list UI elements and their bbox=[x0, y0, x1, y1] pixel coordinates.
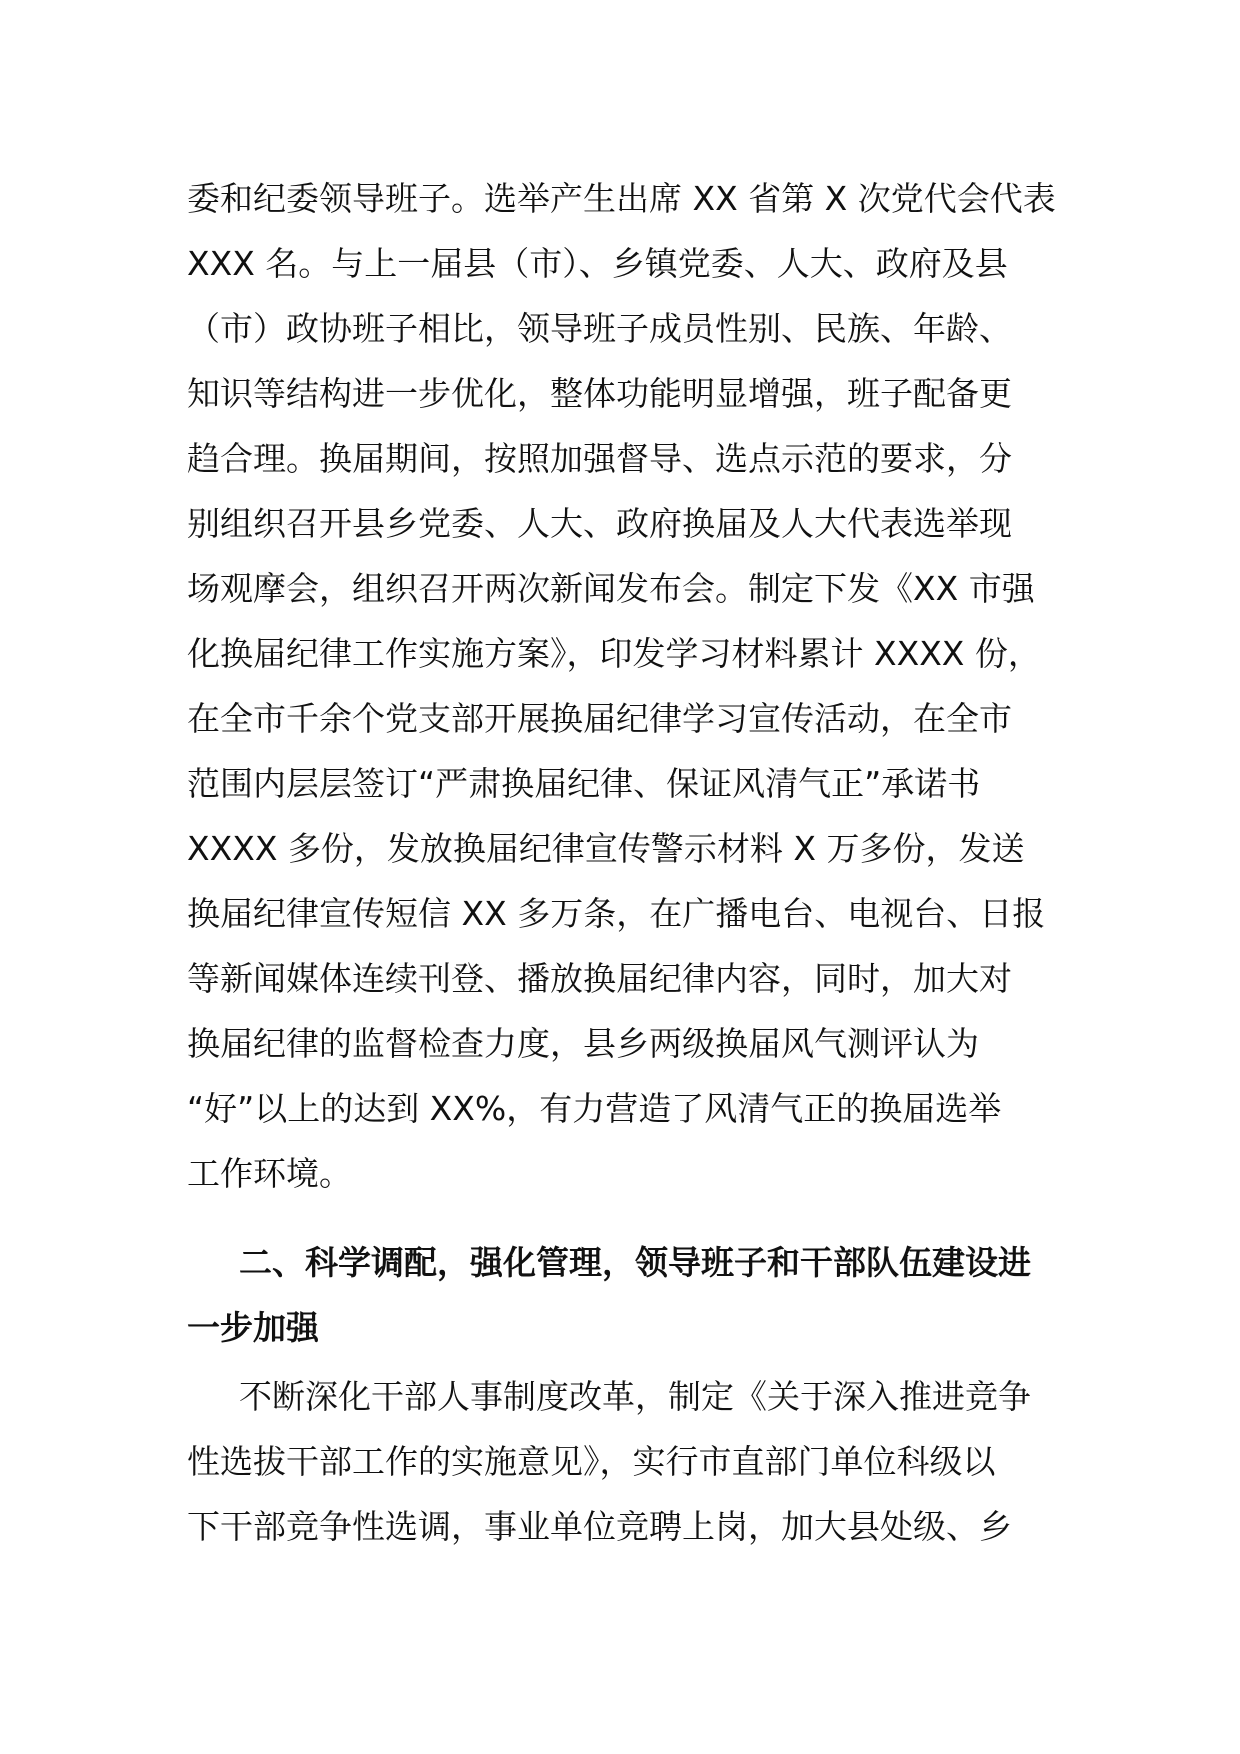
text-line: 换届纪律的监督检查力度，县乡两级换届风气测评认为 bbox=[187, 1024, 979, 1063]
text-line: XXXX 多份，发放换届纪律宣传警示材料 X 万多份，发送 bbox=[187, 829, 1025, 868]
text-line: 工作环境。 bbox=[187, 1154, 352, 1193]
text-line: 等新闻媒体连续刊登、播放换届纪律内容，同时，加大对 bbox=[187, 959, 1012, 998]
text-line: 范围内层层签订“严肃换届纪律、保证风清气正”承诺书 bbox=[187, 764, 981, 803]
paragraph-2 bbox=[187, 1364, 1067, 1559]
text-line: 场观摩会，组织召开两次新闻发布会。制定下发《XX 市强 bbox=[187, 569, 1035, 608]
text-line: 别组织召开县乡党委、人大、政府换届及人大代表选举现 bbox=[187, 504, 1012, 543]
text-line: 在全市千余个党支部开展换届纪律学习宣传活动，在全市 bbox=[187, 699, 1012, 738]
text-line: 知识等结构进一步优化，整体功能明显增强，班子配备更 bbox=[187, 374, 1012, 413]
text-line: 不断深化干部人事制度改革，制定《关于深入推进竞争 bbox=[239, 1377, 1031, 1416]
heading-line: 一步加强 bbox=[187, 1308, 319, 1347]
text-line: 性选拔干部工作的实施意见》，实行市直部门单位科级以 bbox=[187, 1442, 996, 1481]
text-line: 下干部竞争性选调，事业单位竞聘上岗，加大县处级、乡 bbox=[187, 1507, 1012, 1546]
text-line: 化换届纪律工作实施方案》，印发学习材料累计 XXXX 份， bbox=[187, 634, 1041, 673]
text-line: （市）政协班子相比，领导班子成员性别、民族、年龄、 bbox=[187, 309, 1012, 348]
paragraph-1 bbox=[187, 166, 1067, 1206]
text-line: “好”以上的达到 XX%，有力营造了风清气正的换届选举 bbox=[187, 1089, 1002, 1128]
section-heading bbox=[187, 1230, 1067, 1360]
text-line: XXX 名。与上一届县（市）、乡镇党委、人大、政府及县 bbox=[187, 244, 1008, 283]
text-line: 趋合理。换届期间，按照加强督导、选点示范的要求，分 bbox=[187, 439, 1012, 478]
text-line: 委和纪委领导班子。选举产生出席 XX 省第 X 次党代会代表 bbox=[187, 179, 1056, 218]
document-body bbox=[187, 166, 1067, 1559]
heading-line: 二、科学调配，强化管理，领导班子和干部队伍建设进 bbox=[239, 1243, 1031, 1282]
text-line: 换届纪律宣传短信 XX 多万条，在广播电台、电视台、日报 bbox=[187, 894, 1046, 933]
